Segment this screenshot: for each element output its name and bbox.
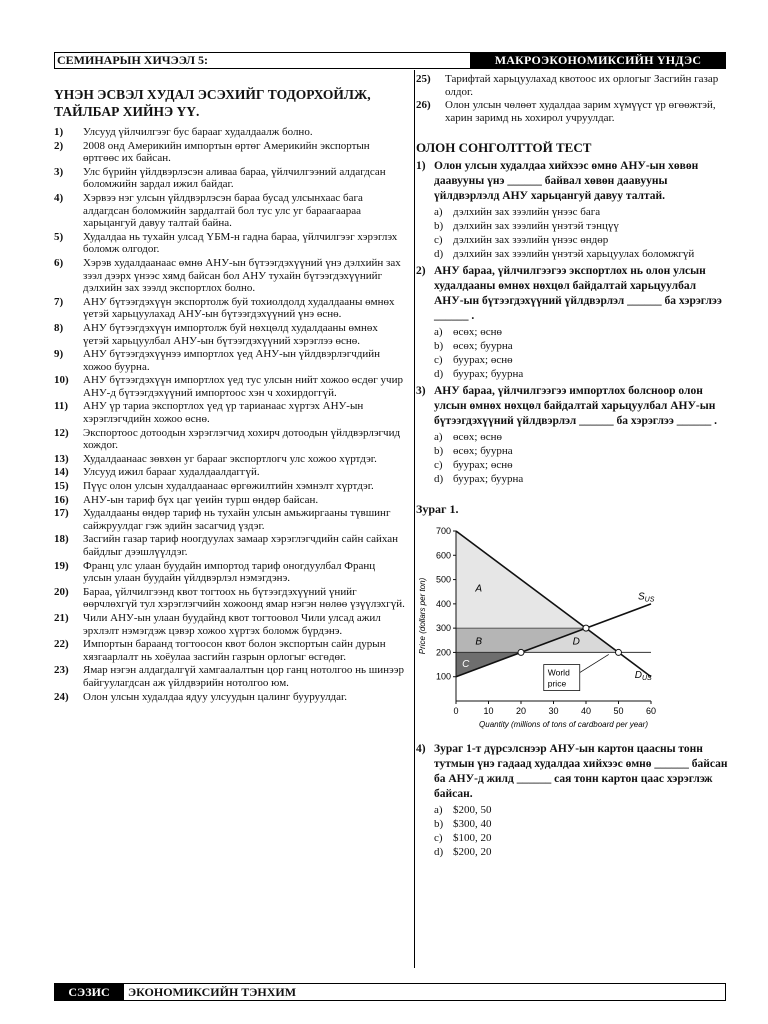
answer-option bbox=[434, 831, 728, 845]
x-tick-label: 40 bbox=[580, 706, 592, 717]
statement-text: Хэрвээ нэг улсын үйлдвэрлэсэн бараа бусад улсынхаас бага алдагдсан боломжийн зардалтай бол тус улс уг бараагаараа харьцангуй давуу талтай байна. bbox=[83, 191, 363, 230]
option-text: өсөх; өснө bbox=[453, 431, 502, 444]
statement-number: 4) bbox=[54, 191, 64, 204]
statement-text: Засгийн газар тариф ноогдуулах замаар хэрэглэгчдийн сайн сайхан байдлыг дээшлүүлдэг. bbox=[83, 533, 398, 558]
statement-text: Пүүс олон улсын худалдаанаас өргөжилтийн хэмнэлт хүртдэг. bbox=[83, 480, 374, 493]
statement-text: Франц улс улаан буудайн импортод тариф оногдуулбал Франц улсын улаан буудайн үйлдвэрлэл нэмэгдэнэ. bbox=[83, 559, 376, 585]
statement-number: 23) bbox=[54, 664, 69, 677]
question-2 bbox=[416, 264, 728, 381]
option-text: буурах; өснө bbox=[453, 354, 513, 367]
statement-number: 25) bbox=[416, 73, 431, 85]
statement-number: 3) bbox=[54, 165, 64, 178]
true-false-list bbox=[54, 126, 406, 703]
answer-option bbox=[434, 233, 728, 247]
statement-text: Ямар нэгэн алдагдалгүй хамгаалалтын цор ганц нотолгоо нь шинээр байгуулагдсан аж үйлдвэрийн нотолгоо юм. bbox=[83, 664, 404, 689]
answer-option bbox=[434, 325, 728, 339]
statement-item bbox=[54, 533, 406, 558]
option-letter: a) bbox=[434, 804, 443, 817]
statement-text: Улсууд үйлчилгээг бус барааг худалдаалж болно. bbox=[83, 126, 313, 138]
intersection-point bbox=[518, 650, 524, 656]
footer-university: СЭЗИС bbox=[54, 983, 124, 1001]
question-number: 1) bbox=[416, 160, 426, 173]
statement-text: Экспортоос дотоодын хэрэглэгчид хохирч дотоодын үйлдвэрлэгчид хождог. bbox=[83, 426, 401, 452]
statement-item bbox=[54, 691, 406, 704]
statement-number: 22) bbox=[54, 638, 69, 651]
statement-number: 9) bbox=[54, 348, 64, 361]
question-number: 3) bbox=[416, 385, 426, 398]
right-column bbox=[416, 73, 728, 862]
statement-item bbox=[54, 140, 406, 165]
tariff-chart bbox=[416, 523, 676, 738]
question-text: АНУ бараа, үйлчилгээгээ экспортлох нь олон улсын худалдааны өмнөх нөхцөл байдалтай харьцуулбал АНУ-ын бүтээгдэхүүний үйлдвэрлэл ______ ба хэрэглээ ______ . bbox=[434, 265, 722, 323]
statement-item bbox=[54, 126, 406, 139]
option-text: дэлхийн зах зээлийн үнээс бага bbox=[453, 206, 601, 219]
world-price-label-line-1: World bbox=[547, 667, 570, 678]
answer-option bbox=[434, 817, 728, 831]
question-text: Олон улсын худалдаа хийхээс өмнө АНУ-ын хөвөн даавууны үнэ ______ байвал хөвөн даавууны үйлдвэрлэлд АНУ харьцангуй давуу талтай. bbox=[434, 160, 699, 203]
option-letter: d) bbox=[434, 473, 444, 486]
option-text: өсөх; буурна bbox=[453, 340, 513, 353]
option-letter: b) bbox=[434, 340, 444, 353]
area-a-label: A bbox=[475, 584, 483, 596]
statement-text: АНУ үр тариа экспортлох үед үр тарианаас хүртэх АНУ-ын хэрэглэгчдийн хожоо өснө. bbox=[83, 400, 364, 426]
x-tick-label: 0 bbox=[453, 706, 459, 717]
option-letter: a) bbox=[434, 431, 443, 444]
statement-text: Худалдааны өндөр тариф нь тухайн улсын амьжиргааны түвшинг сайжруулдаг гэж эдийн засагчид үздэг. bbox=[83, 507, 391, 532]
question-text: Зураг 1-т дүрсэлснээр АНУ-ын картон цаасны тонн тутмын үнэ гадаад худалдаа хийхээс өмнө ______ байсан ба АНУ-д жилд ______ сая тонн картон цаас хэрэглэж байсан. bbox=[434, 743, 728, 801]
x-tick-label: 20 bbox=[515, 706, 527, 717]
statement-item bbox=[54, 166, 406, 191]
statement-item bbox=[54, 231, 406, 256]
statement-text: Улс бүрийн үйлдвэрлэсэн аливаа бараа, үйлчилгээний алдагдсан боломжийн зардал ижил байдаг. bbox=[83, 165, 386, 191]
statement-number: 16) bbox=[54, 493, 69, 506]
area-c-label: C bbox=[462, 659, 470, 671]
header-course-title: МАКРОЭКОНОМИКСИЙН ҮНДЭС bbox=[470, 52, 726, 69]
option-text: буурах; буурна bbox=[453, 368, 524, 381]
statement-item bbox=[54, 192, 406, 230]
statement-item bbox=[54, 664, 406, 689]
statement-number: 8) bbox=[54, 321, 64, 334]
statement-text: АНУ бүтээгдэхүүн экспортолж буй тохиолдолд худалдааны өмнөх үетэй харьцуулахад АНУ-ын бүтээгдэхүүний үнэ өснө. bbox=[83, 295, 395, 321]
option-letter: b) bbox=[434, 818, 444, 831]
statement-text: АНУ бүтээгдэхүүн импортлох үед тус улсын нийт хожоо өсдөг учир АНУ-д бүтээгдэхүүний импортоос хэн ч хохирдоггүй. bbox=[83, 374, 403, 399]
answer-option bbox=[434, 430, 728, 444]
statement-item bbox=[54, 586, 406, 611]
answer-option bbox=[434, 205, 728, 219]
statement-text: АНУ-ын тариф бүх цаг үеийн турш өндөр байсан. bbox=[83, 493, 319, 506]
statement-item bbox=[54, 466, 406, 479]
option-letter: d) bbox=[434, 368, 444, 381]
page-footer bbox=[54, 983, 726, 1001]
statement-number: 13) bbox=[54, 452, 69, 465]
option-letter: d) bbox=[434, 248, 444, 261]
answer-option bbox=[434, 444, 728, 458]
answer-option bbox=[434, 472, 728, 486]
question-3-options bbox=[434, 430, 728, 486]
question-number: 4) bbox=[416, 743, 426, 756]
y-tick-label: 700 bbox=[435, 526, 451, 537]
statement-text: АНУ бүтээгдэхүүн импортолж буй нөхцөлд худалдааны өмнөх үетэй харьцуулбал АНУ-ын бүтээгдэхүүний хэрэглээ өснө. bbox=[83, 321, 378, 347]
question-1-options bbox=[434, 205, 728, 261]
area-d-label: D bbox=[572, 637, 580, 649]
question-3 bbox=[416, 384, 728, 486]
statement-text: АНУ бүтээгдэхүүнээ импортлох үед АНУ-ын үйлдвэрлэгчдийн хожоо буурна. bbox=[83, 348, 381, 373]
column-divider bbox=[414, 70, 415, 968]
option-text: $200, 50 bbox=[453, 804, 492, 817]
question-2-options bbox=[434, 325, 728, 381]
true-false-section bbox=[54, 86, 406, 704]
option-letter: c) bbox=[434, 832, 443, 845]
option-text: дэлхийн зах зээлийн үнэтэй тэнцүү bbox=[453, 220, 619, 233]
statement-text: 2008 онд Америкийн импортын өртөг Америкийн экспортын өртгөөс их байсан. bbox=[83, 139, 370, 165]
statement-item bbox=[54, 480, 406, 493]
option-text: өсөх; буурна bbox=[453, 445, 513, 458]
answer-option bbox=[434, 219, 728, 233]
x-axis-label: Quantity (millions of tons of cardboard per year) bbox=[479, 720, 648, 730]
intersection-point bbox=[583, 626, 589, 632]
demand-curve-subscript: US bbox=[641, 675, 652, 683]
supply-curve-label: $S_{US}$ bbox=[638, 591, 655, 604]
statement-number: 14) bbox=[54, 466, 69, 479]
statement-item bbox=[54, 257, 406, 295]
option-text: өсөх; өснө bbox=[453, 326, 502, 339]
option-letter: c) bbox=[434, 234, 443, 247]
supply-curve-subscript: US bbox=[644, 596, 655, 604]
statement-item bbox=[54, 322, 406, 347]
statement-item bbox=[54, 296, 406, 321]
answer-option bbox=[434, 845, 728, 859]
option-text: дэлхийн зах зээлийн үнээс өндөр bbox=[453, 234, 609, 247]
option-text: буурах; өснө bbox=[453, 459, 513, 472]
statement-text: Улсууд ижил барааг худалдаалдаггүй. bbox=[83, 466, 260, 479]
statement-item bbox=[54, 400, 406, 425]
option-letter: d) bbox=[434, 846, 444, 859]
option-letter: b) bbox=[434, 445, 444, 458]
y-tick-label: 100 bbox=[435, 672, 451, 683]
option-letter: a) bbox=[434, 206, 443, 219]
option-text: буурах; буурна bbox=[453, 473, 524, 486]
answer-option bbox=[434, 458, 728, 472]
statement-number: 26) bbox=[416, 99, 431, 112]
statement-text: Импортын бараанд тогтоосон квот болон экспортын сайн дурын хязгаарлалт нь хоёулаа засгийн газрын орлогыг өсгөдөг. bbox=[83, 638, 386, 663]
x-tick-label: 30 bbox=[548, 706, 559, 717]
option-text: $100, 20 bbox=[453, 832, 492, 845]
multiple-choice-title: ОЛОН СОНГОЛТТОЙ ТЕСТ bbox=[416, 140, 592, 156]
header-seminar-title: СЕМИНАРЫН ХИЧЭЭЛ 5: bbox=[54, 52, 470, 69]
answer-option bbox=[434, 353, 728, 367]
statement-text: Олон улсын чөлөөт худалдаа зарим хүмүүст үр өгөөжтэй, харин заримд нь хохирол учруулдаг. bbox=[445, 99, 716, 124]
option-text: дэлхийн зах зээлийн үнэтэй харьцуулах боломжгүй bbox=[453, 248, 695, 261]
world-price-pointer bbox=[580, 655, 609, 673]
statement-number: 20) bbox=[54, 585, 69, 598]
statement-number: 5) bbox=[54, 230, 64, 243]
x-tick-label: 10 bbox=[483, 706, 494, 717]
statement-item bbox=[416, 73, 728, 98]
statement-item bbox=[54, 374, 406, 399]
statement-text: Бараа, үйлчилгээнд квот тогтоох нь бүтээгдэхүүний үнийг өөрчлөхгүй тул хэрэглэгчийн хожоонд ямар нэгэн нөлөө үзүүлэхгүй. bbox=[83, 585, 405, 611]
x-tick-label: 50 bbox=[613, 706, 624, 717]
y-axis-label: Price (dollars per ton) bbox=[418, 578, 427, 655]
x-tick-label: 60 bbox=[645, 706, 657, 717]
world-price-label-line-2: price bbox=[547, 678, 567, 689]
y-tick-label: 600 bbox=[435, 550, 451, 561]
area-b-label: B bbox=[475, 637, 483, 649]
statement-item bbox=[54, 453, 406, 466]
statement-text: Олон улсын худалдаа ядуу улсуудын цалинг бууруулдаг. bbox=[83, 690, 348, 703]
page-header bbox=[54, 52, 726, 69]
statement-text: Чили АНУ-ын улаан буудайнд квот тогтоовол Чили улсад ажил эрхлэлт нэмэгдэж цэвэр хожоо хүртэх боломж бүрдэнэ. bbox=[83, 611, 381, 637]
figure-label: Зураг 1. bbox=[416, 502, 459, 517]
statement-number: 2) bbox=[54, 139, 64, 152]
statement-number: 15) bbox=[54, 480, 69, 493]
statement-text: Худалдаа нь тухайн улсад ҮБМ-н гадна бараа, үйлчилгээг хэрэглэх боломж олгодог. bbox=[83, 230, 398, 256]
statement-number: 11) bbox=[54, 400, 69, 413]
y-tick-label: 300 bbox=[435, 623, 451, 634]
question-number: 2) bbox=[416, 265, 426, 278]
question-4-options bbox=[434, 803, 728, 859]
statement-number: 21) bbox=[54, 611, 69, 624]
y-tick-label: 200 bbox=[435, 647, 451, 658]
footer-department: ЭКОНОМИКСИЙН ТЭНХИМ bbox=[124, 983, 726, 1001]
answer-option bbox=[434, 339, 728, 353]
statement-number: 10) bbox=[54, 374, 69, 387]
y-tick-label: 500 bbox=[435, 574, 451, 585]
option-letter: c) bbox=[434, 354, 443, 367]
true-false-title: ҮНЭН ЭСВЭЛ ХУДАЛ ЭСЭХИЙГ ТОДОРХОЙЛЖ, ТАЙЛБАР ХИЙНЭ ҮҮ. bbox=[54, 87, 371, 119]
option-letter: c) bbox=[434, 459, 443, 472]
intersection-point bbox=[616, 650, 622, 656]
statement-number: 18) bbox=[54, 533, 69, 546]
question-4 bbox=[416, 742, 728, 859]
true-false-list-continued bbox=[416, 73, 728, 124]
option-letter: a) bbox=[434, 326, 443, 339]
tariff-chart-svg bbox=[416, 523, 676, 738]
statement-text: Хэрэв худалдаанаас өмнө АНУ-ын бүтээгдэхүүний үнэ дэлхийн зах зээл дээрх үнээс хямд байсан бол АНУ тухайн бүтээгдэхүүнийг дэлхийн зах зээлд экспортлох болно. bbox=[83, 256, 401, 295]
answer-option bbox=[434, 247, 728, 261]
statement-item bbox=[54, 638, 406, 663]
statement-item bbox=[54, 348, 406, 373]
statement-text: Худалдаанаас зөвхөн уг барааг экспортлогч улс хожоо хүртдэг. bbox=[83, 452, 377, 465]
statement-item bbox=[54, 560, 406, 585]
statement-number: 17) bbox=[54, 507, 69, 520]
statement-item bbox=[54, 507, 406, 532]
statement-number: 12) bbox=[54, 426, 69, 439]
option-letter: b) bbox=[434, 220, 444, 233]
question-text: АНУ бараа, үйлчилгээгээ импортлох болсноор олон улсын өмнөх нөхцөл байдалтай харьцуулбал АНУ-ын бүтээгдэхүүний үйлдвэрлэл ______ ба хэрэглээ ______ . bbox=[434, 385, 717, 428]
y-tick-label: 400 bbox=[435, 599, 451, 610]
statement-number: 7) bbox=[54, 295, 64, 308]
statement-number: 24) bbox=[54, 690, 69, 703]
statement-item bbox=[416, 99, 728, 124]
option-text: $200, 20 bbox=[453, 846, 492, 859]
statement-number: 19) bbox=[54, 559, 69, 572]
option-text: $300, 40 bbox=[453, 818, 492, 831]
answer-option bbox=[434, 803, 728, 817]
statement-number: 6) bbox=[54, 256, 64, 269]
statement-number: 1) bbox=[54, 126, 64, 138]
demand-curve-label: $D_{US}$ bbox=[634, 670, 652, 683]
statement-text: Тарифтай харьцуулахад квотоос их орлогыг Засгийн газар олдог. bbox=[445, 73, 719, 98]
statement-item bbox=[54, 494, 406, 507]
answer-option bbox=[434, 367, 728, 381]
statement-item bbox=[54, 427, 406, 452]
question-1 bbox=[416, 159, 728, 261]
statement-item bbox=[54, 612, 406, 637]
